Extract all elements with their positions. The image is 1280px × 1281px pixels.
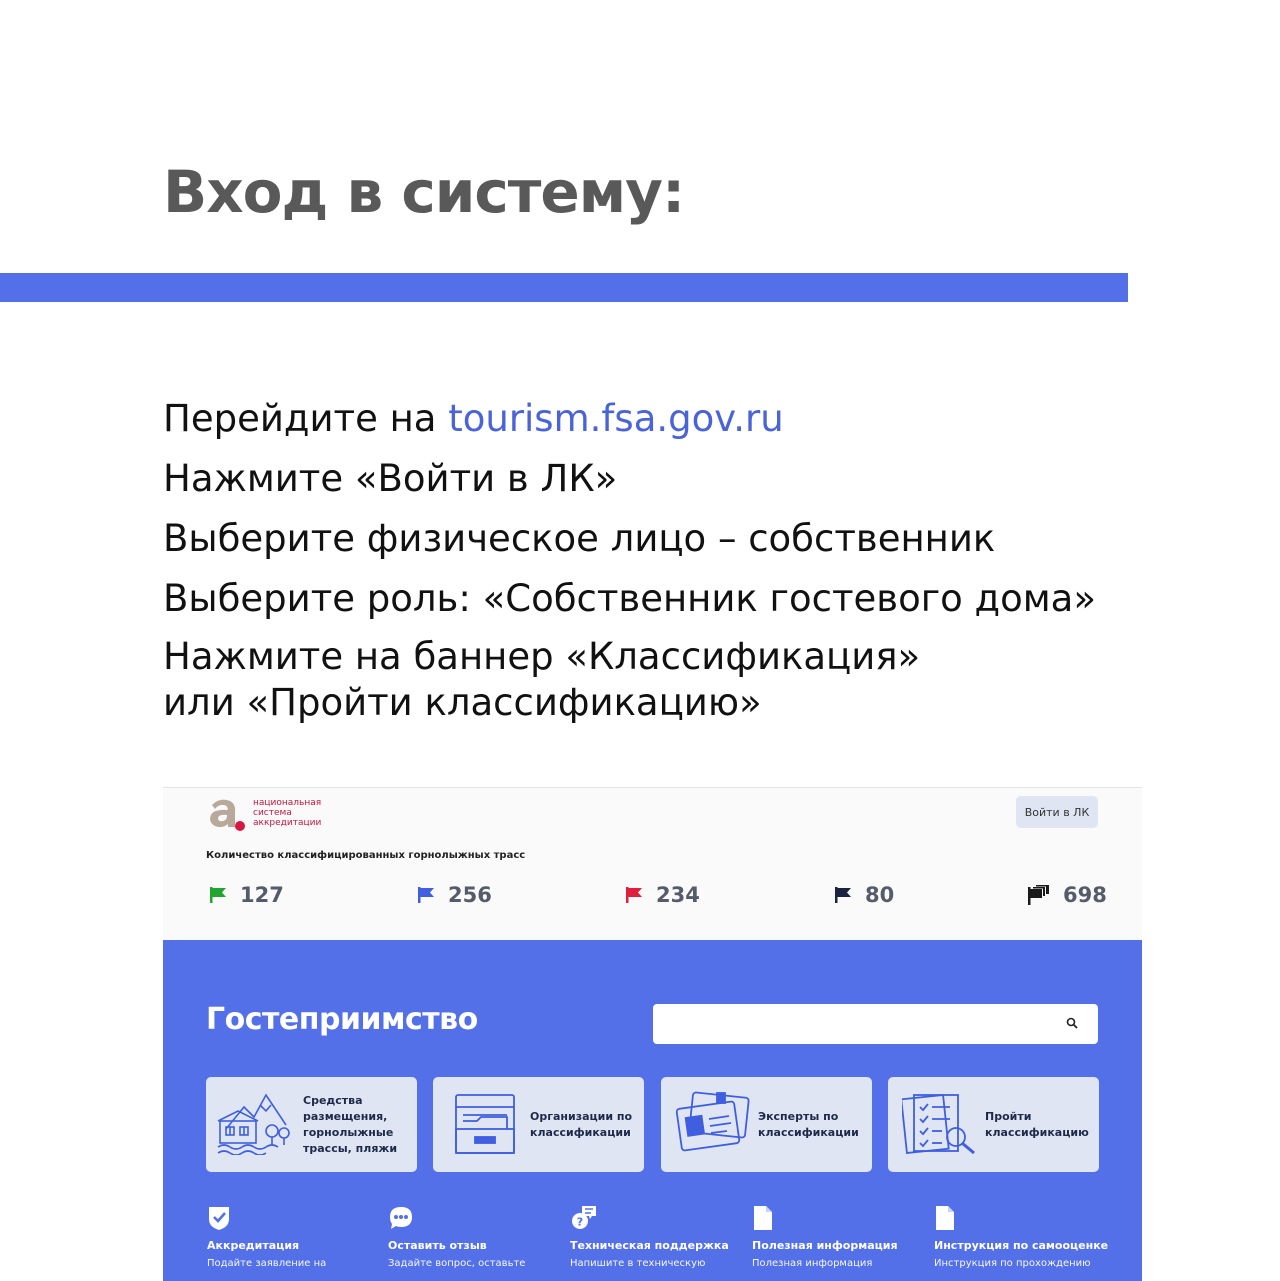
stat-value: 234 xyxy=(656,883,700,907)
footer-desc: Задайте вопрос, оставьте xyxy=(388,1258,526,1269)
footer-feedback[interactable] xyxy=(388,1205,568,1269)
counter-title: Количество классифицированных горнолыжных трасс xyxy=(206,850,526,861)
instruction-steps xyxy=(163,394,1096,726)
step-2: Нажмите «Войти в ЛК» xyxy=(163,457,618,500)
stat-red xyxy=(624,883,700,907)
footer-self-assessment[interactable] xyxy=(934,1205,1114,1269)
site-link[interactable]: tourism.fsa.gov.ru xyxy=(448,397,784,440)
footer-desc: Подайте заявление на xyxy=(207,1258,327,1269)
step-1-prefix: Перейдите на xyxy=(163,397,449,440)
footer-accreditation[interactable] xyxy=(207,1205,387,1269)
logo-text: национальная система аккредитации xyxy=(253,798,322,828)
accreditation-logo-icon[interactable] xyxy=(206,795,250,833)
card-organizations[interactable] xyxy=(433,1077,644,1172)
footer-useful-info[interactable] xyxy=(752,1205,932,1269)
accent-bar xyxy=(0,273,1128,302)
card-label: Эксперты по классификации xyxy=(758,1109,859,1139)
card-experts[interactable] xyxy=(661,1077,872,1172)
card-label: Пройти классификацию xyxy=(985,1109,1089,1139)
stat-value: 256 xyxy=(448,883,492,907)
stat-black xyxy=(833,883,894,907)
search-icon[interactable] xyxy=(1066,1017,1078,1029)
green-flag-icon xyxy=(208,886,228,904)
hospitality-section xyxy=(163,940,1142,1281)
flags-stack-icon xyxy=(1027,884,1051,906)
resort-icon xyxy=(216,1091,300,1155)
stat-blue xyxy=(416,883,492,907)
step-5-continued: или «Пройти классификацию» xyxy=(163,681,762,724)
step-5: Нажмите на баннер «Классификация» xyxy=(163,635,921,678)
black-flag-icon xyxy=(833,886,853,904)
footer-title: Оставить отзыв xyxy=(388,1239,487,1252)
card-label: Организации по классификации xyxy=(530,1109,633,1139)
website-screenshot xyxy=(163,787,1142,1281)
footer-desc: Полезная информация xyxy=(752,1258,873,1269)
id-cards-icon xyxy=(675,1091,751,1155)
document-icon xyxy=(934,1205,956,1231)
footer-support[interactable] xyxy=(570,1205,750,1269)
card-label: Средства размещения, горнолыжные трассы, пляжи xyxy=(303,1093,398,1155)
card-accommodation[interactable] xyxy=(206,1077,417,1172)
footer-desc: Напишите в техническую xyxy=(570,1258,706,1269)
shield-check-icon xyxy=(207,1205,231,1231)
footer-title: Техническая поддержка xyxy=(570,1239,729,1252)
stat-value: 698 xyxy=(1063,883,1107,907)
blue-flag-icon xyxy=(416,886,436,904)
checklist-search-icon xyxy=(902,1091,978,1157)
red-flag-icon xyxy=(624,886,644,904)
step-3: Выберите физическое лицо – собственник xyxy=(163,517,996,560)
step-1 xyxy=(163,394,1096,454)
support-chat-icon xyxy=(570,1205,598,1231)
step-4: Выберите роль: «Собственник гостевого дома» xyxy=(163,577,1096,620)
document-icon xyxy=(752,1205,774,1231)
svg-text:?: ? xyxy=(576,1215,584,1229)
stat-value: 127 xyxy=(240,883,284,907)
search-input[interactable] xyxy=(653,1004,1098,1044)
login-button[interactable]: Войти в ЛК xyxy=(1016,796,1098,828)
stat-total xyxy=(1027,883,1107,907)
footer-title: Инструкция по самооценке xyxy=(934,1239,1109,1252)
chat-bubble-icon xyxy=(388,1205,414,1231)
hero-title: Гостеприимство xyxy=(206,1002,478,1037)
footer-desc: Инструкция по прохождению xyxy=(934,1258,1091,1269)
footer-title: Полезная информация xyxy=(752,1239,898,1252)
footer-title: Аккредитация xyxy=(207,1239,300,1252)
slide-title: Вход в систему: xyxy=(163,158,685,226)
stat-value: 80 xyxy=(865,883,895,907)
card-pass-classification[interactable] xyxy=(888,1077,1099,1172)
archive-drawer-icon xyxy=(453,1093,517,1155)
stat-green xyxy=(208,883,284,907)
